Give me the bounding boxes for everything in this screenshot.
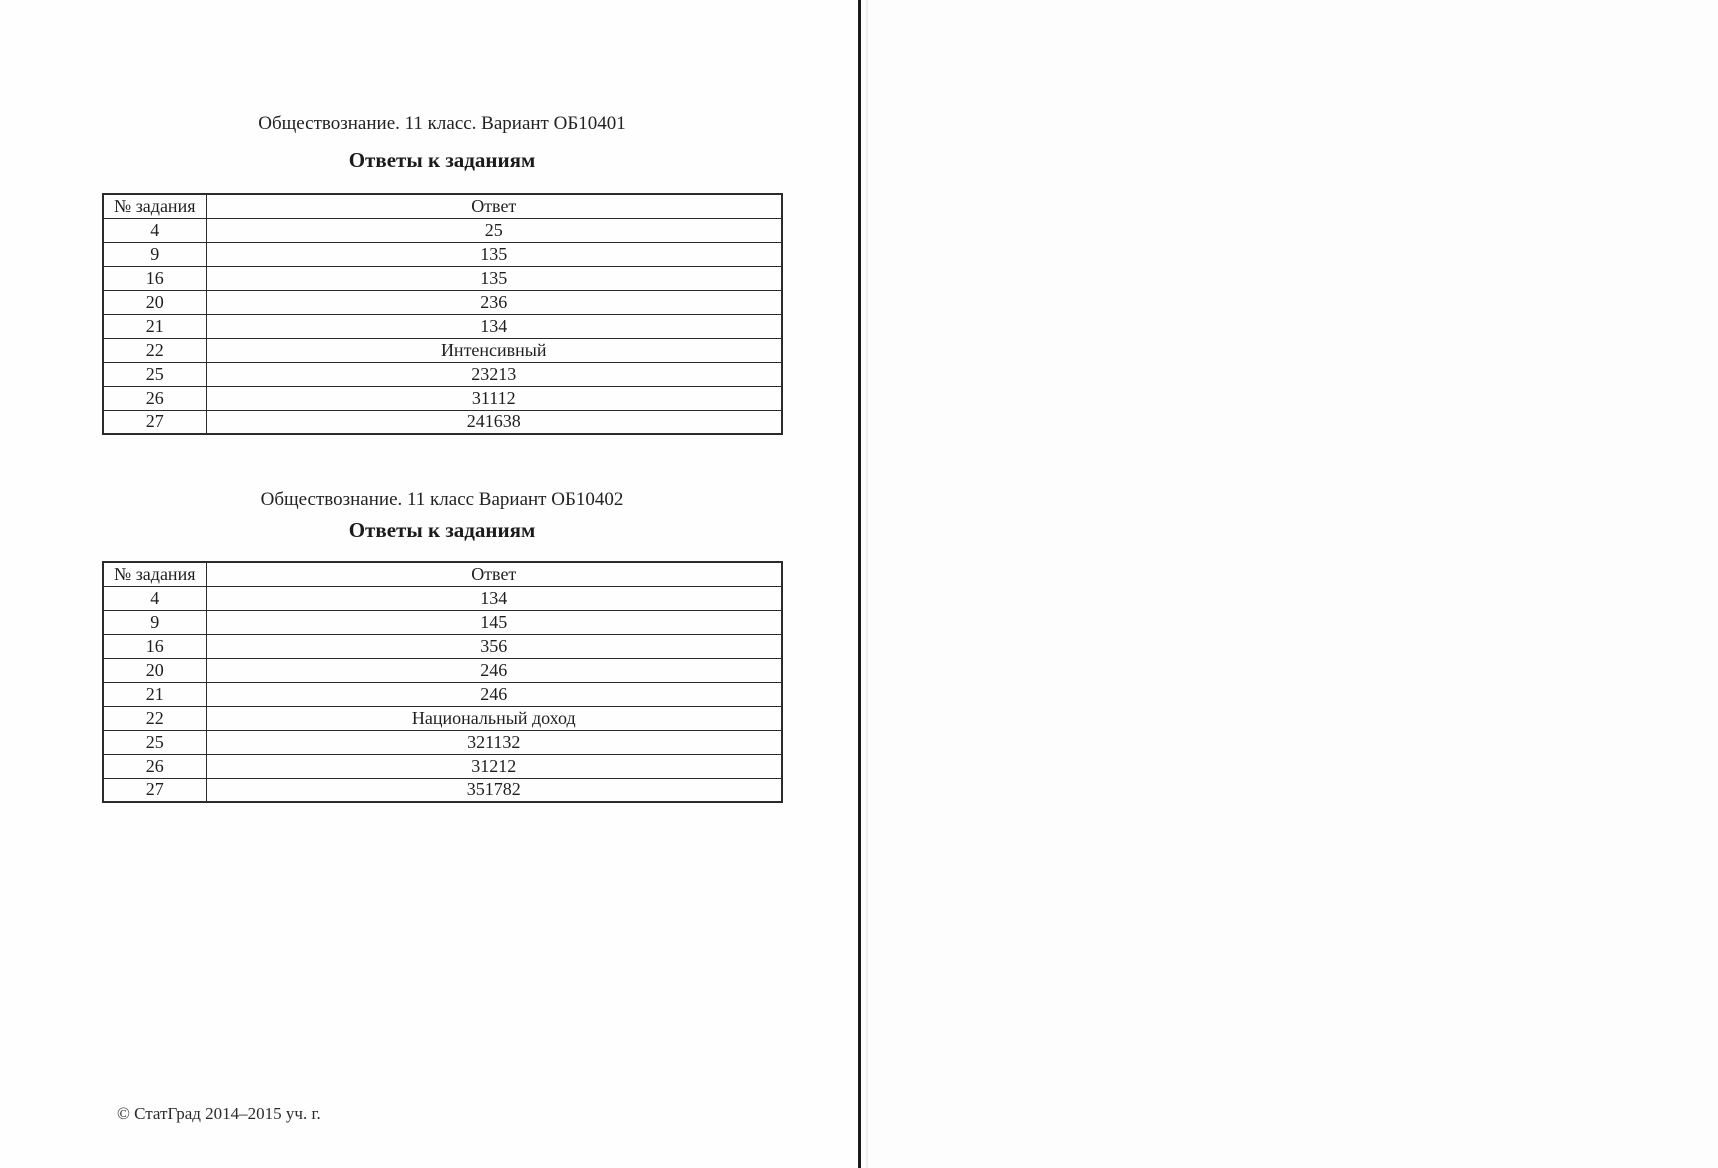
table-row [103,682,782,706]
answer-cell: 23213 [206,362,782,386]
document-page [0,0,858,1168]
table-row [103,778,782,802]
task-number-cell: 9 [103,242,206,266]
answer-cell: 356 [206,634,782,658]
answer-cell: 321132 [206,730,782,754]
table-row [103,410,782,434]
page-edge-shadow [866,0,868,1168]
task-number-cell: 27 [103,778,206,802]
answer-cell: Интенсивный [206,338,782,362]
answer-cell: 241638 [206,410,782,434]
task-number-cell: 26 [103,754,206,778]
task-number-cell: 4 [103,586,206,610]
table-header-row [103,194,782,218]
table-row [103,706,782,730]
task-number-cell: 21 [103,682,206,706]
task-number-cell: 20 [103,290,206,314]
column-header-answer: Ответ [206,194,782,218]
task-number-cell: 22 [103,338,206,362]
table-row [103,362,782,386]
table-header-row [103,562,782,586]
answer-cell: 31112 [206,386,782,410]
task-number-cell: 22 [103,706,206,730]
answer-cell: 236 [206,290,782,314]
answer-cell: 25 [206,218,782,242]
task-number-cell: 25 [103,362,206,386]
answer-cell: 135 [206,266,782,290]
table-row [103,658,782,682]
variant-title-1: Обществознание. 11 класс. Вариант ОБ10401 [258,113,626,134]
task-number-cell: 26 [103,386,206,410]
column-header-task: № задания [103,194,206,218]
copyright-footer: © СтатГрад 2014–2015 уч. г. [117,1104,321,1123]
table-row [103,730,782,754]
answer-cell: 246 [206,682,782,706]
table-row [103,218,782,242]
table-row [103,242,782,266]
table-row [103,634,782,658]
answers-table-1 [102,193,783,435]
answer-cell: 31212 [206,754,782,778]
answer-cell: 135 [206,242,782,266]
answers-table-2 [102,561,783,803]
column-header-task: № задания [103,562,206,586]
task-number-cell: 21 [103,314,206,338]
task-number-cell: 9 [103,610,206,634]
answer-cell: 246 [206,658,782,682]
column-header-answer: Ответ [206,562,782,586]
answers-heading-1: Ответы к заданиям [348,148,536,172]
variant-title-2: Обществознание. 11 класс Вариант ОБ10402 [260,489,624,510]
table-row [103,338,782,362]
task-number-cell: 16 [103,266,206,290]
answer-cell: 134 [206,586,782,610]
table-row [103,610,782,634]
table-row [103,290,782,314]
task-number-cell: 20 [103,658,206,682]
table-row [103,586,782,610]
table-row [103,754,782,778]
task-number-cell: 27 [103,410,206,434]
table-row [103,314,782,338]
answer-cell: 145 [206,610,782,634]
task-number-cell: 4 [103,218,206,242]
table-row [103,266,782,290]
answer-cell: 351782 [206,778,782,802]
answer-cell: 134 [206,314,782,338]
table-row [103,386,782,410]
page-edge-divider [858,0,861,1168]
task-number-cell: 16 [103,634,206,658]
answer-cell: Национальный доход [206,706,782,730]
answers-heading-2: Ответы к заданиям [348,518,536,542]
task-number-cell: 25 [103,730,206,754]
